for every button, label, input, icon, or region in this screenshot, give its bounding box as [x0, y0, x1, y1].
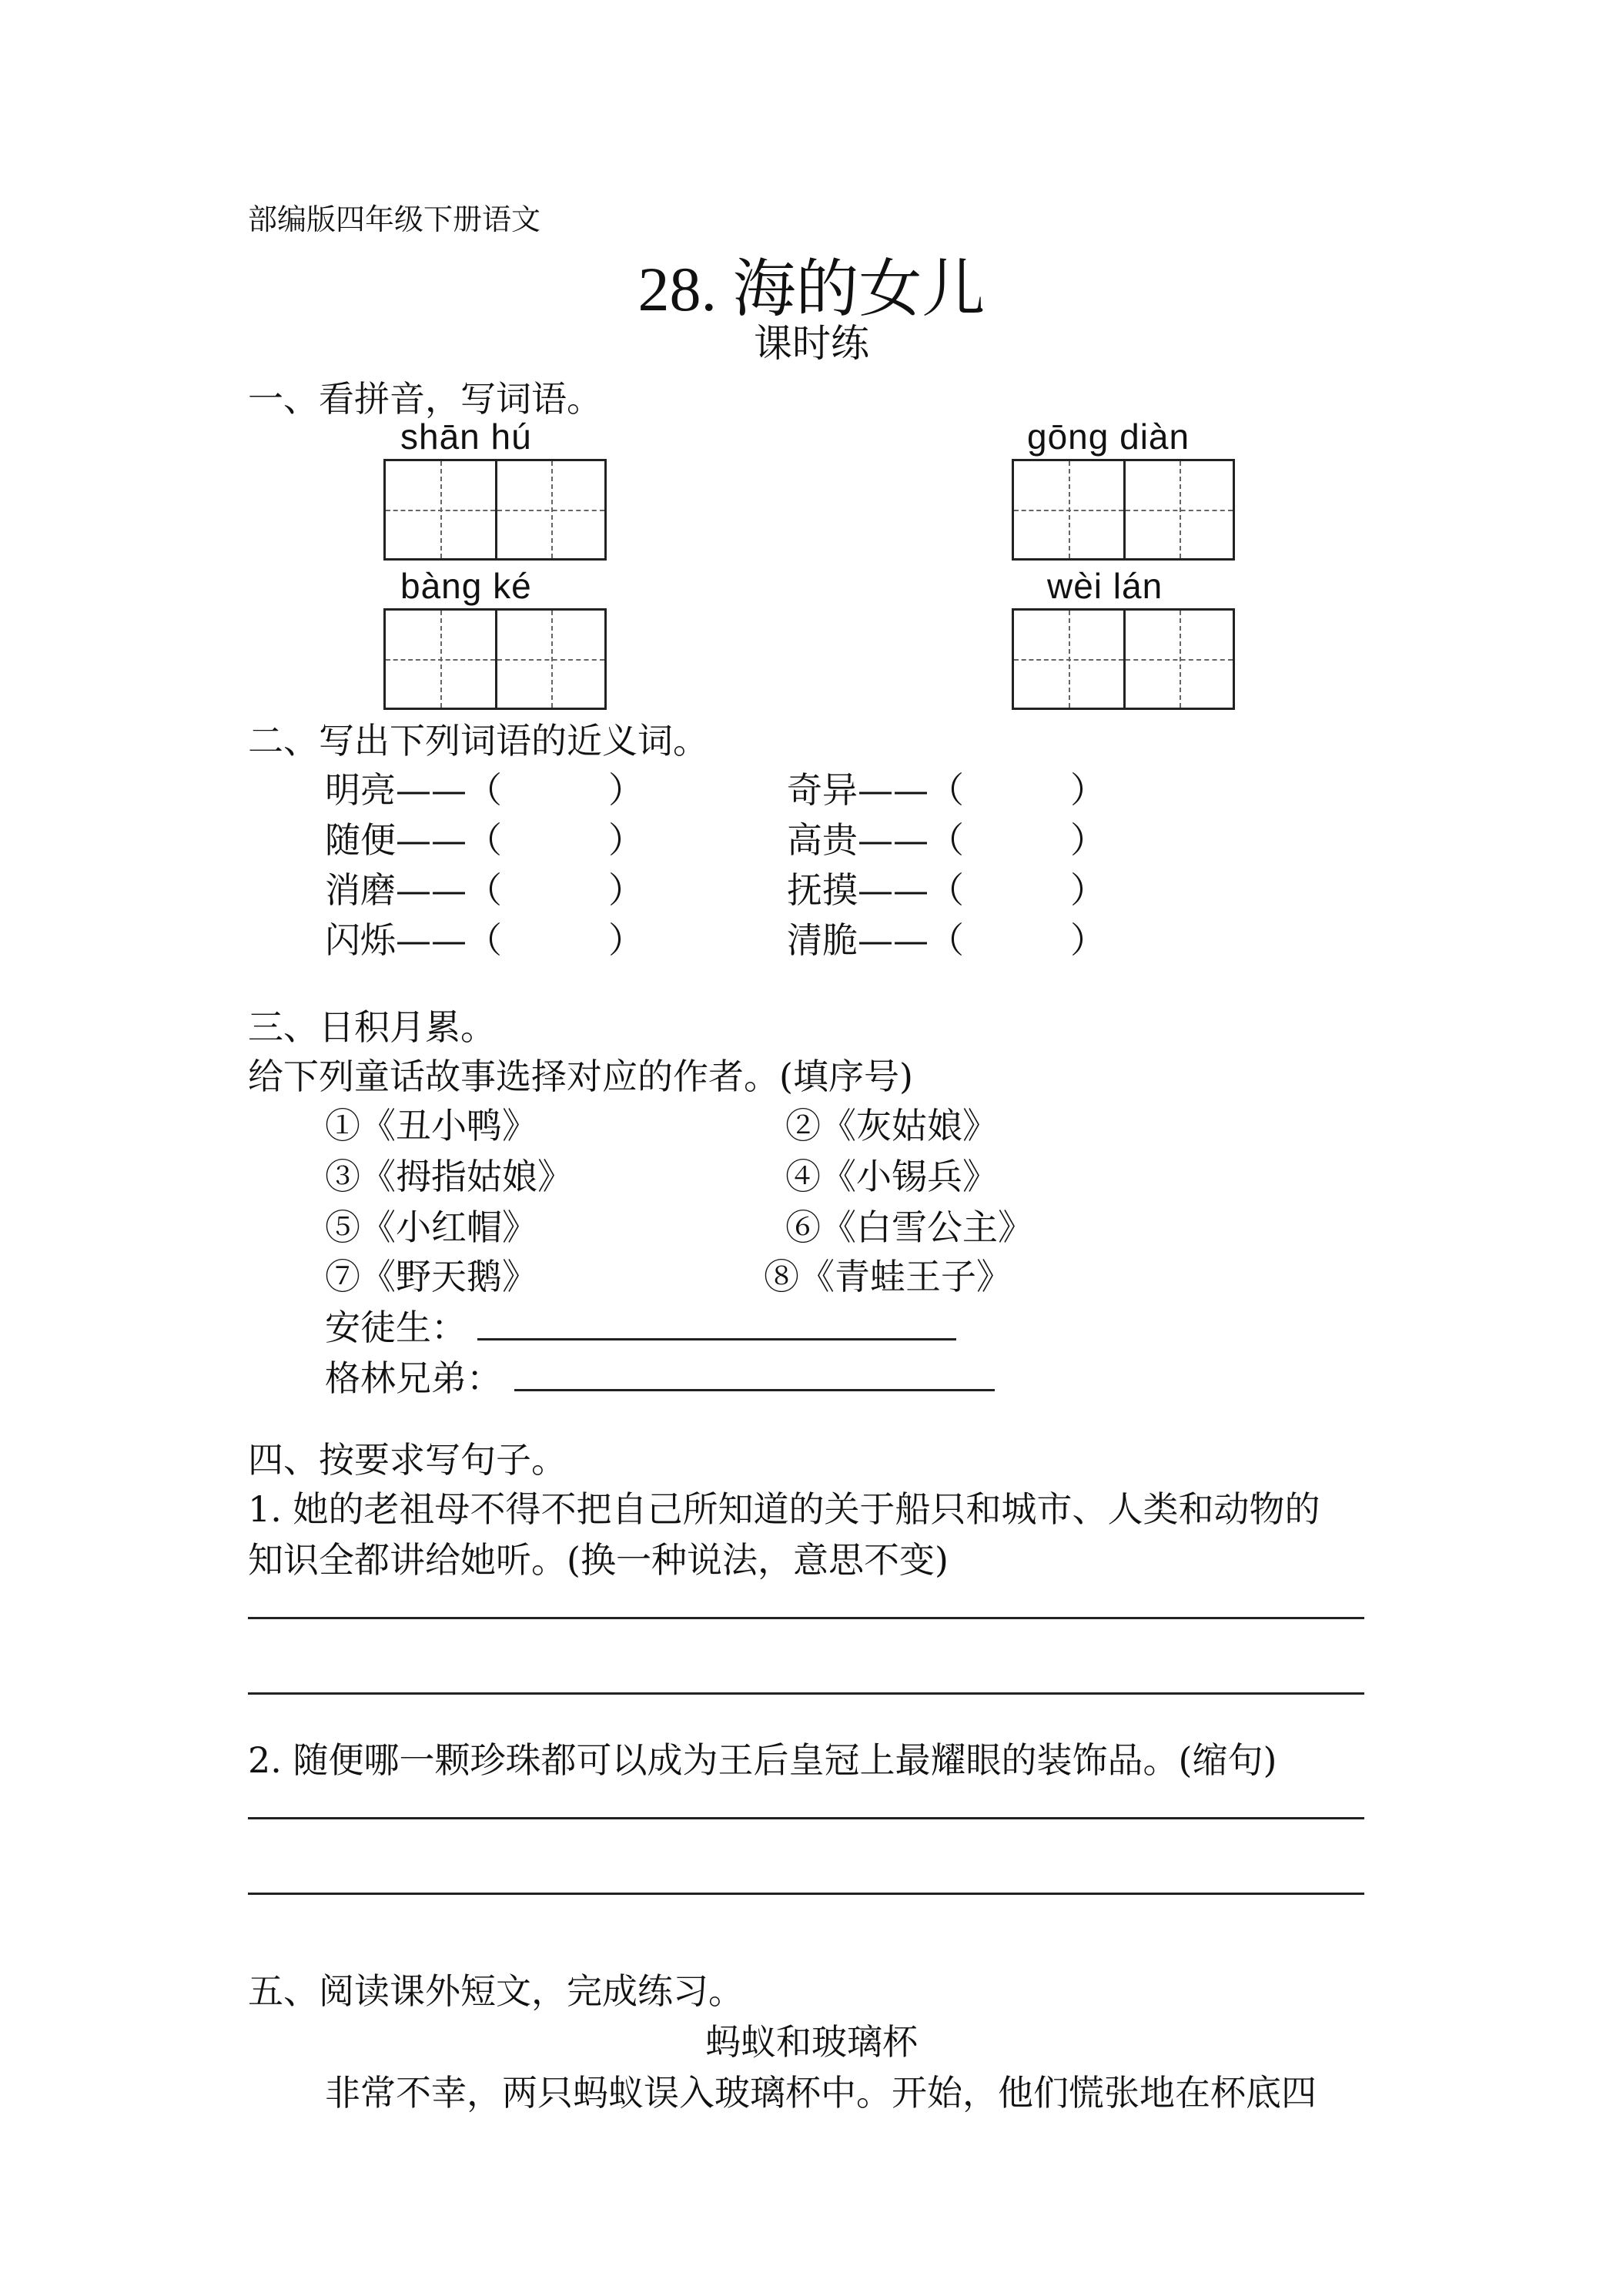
- pinyin-label: shān hú: [400, 417, 532, 457]
- story-item: ②《灰姑娘》: [785, 1105, 998, 1146]
- synonym-item: 明亮——（ ）: [325, 769, 644, 811]
- synonym-item: 奇异——（ ）: [787, 769, 1106, 811]
- section-3-heading: 三、日积月累。: [248, 1006, 496, 1048]
- section-4-heading: 四、按要求写句子。: [248, 1439, 567, 1481]
- page-subtitle: 课时练: [754, 322, 869, 365]
- answer-line[interactable]: [248, 1692, 1364, 1695]
- pinyin-label: gōng diàn: [1027, 417, 1190, 457]
- synonym-item: 高贵——（ ）: [787, 819, 1106, 861]
- writing-grid[interactable]: [1012, 608, 1235, 710]
- answer-line[interactable]: [248, 1817, 1364, 1819]
- synonym-item: 抚摸——（ ）: [787, 869, 1106, 911]
- grid-cell[interactable]: [495, 611, 604, 708]
- grid-cell[interactable]: [1123, 461, 1233, 558]
- section-5-heading: 五、阅读课外短文，完成练习。: [248, 1970, 744, 2012]
- question-2-text: 2. 随便哪一颗珍珠都可以成为王后皇冠上最耀眼的装饰品。(缩句): [248, 1739, 1277, 1781]
- grid-cell[interactable]: [386, 461, 495, 558]
- answer-blank-grimm[interactable]: [514, 1389, 995, 1391]
- story-item: ①《丑小鸭》: [325, 1105, 537, 1146]
- story-item: ⑧《青蛙王子》: [764, 1256, 1012, 1297]
- author-label-grimm: 格林兄弟：: [325, 1357, 502, 1399]
- question-1-text: 1. 她的老祖母不得不把自己所知道的关于船只和城市、人类和动物的: [248, 1488, 1320, 1530]
- answer-blank-andersen[interactable]: [477, 1338, 956, 1340]
- synonym-item: 清脆——（ ）: [787, 919, 1106, 961]
- story-item: ④《小锡兵》: [785, 1156, 998, 1197]
- pinyin-label: bàng ké: [400, 566, 532, 606]
- answer-line[interactable]: [248, 1893, 1364, 1895]
- author-label-andersen: 安徒生：: [325, 1307, 467, 1348]
- story-item: ③《拇指姑娘》: [325, 1156, 573, 1197]
- passage-text: 非常不幸，两只蚂蚁误入玻璃杯中。开始，他们慌张地在杯底四: [325, 2072, 1317, 2114]
- writing-grid[interactable]: [383, 608, 607, 710]
- section-3-instruction: 给下列童话故事选择对应的作者。(填序号): [248, 1056, 913, 1097]
- writing-grid[interactable]: [1012, 459, 1235, 561]
- grid-cell[interactable]: [1014, 611, 1123, 708]
- grid-cell[interactable]: [1123, 611, 1233, 708]
- section-2-heading: 二、写出下列词语的近义词。: [248, 720, 708, 761]
- story-item: ⑤《小红帽》: [325, 1207, 537, 1248]
- section-1-heading: 一、看拼音，写词语。: [248, 378, 602, 420]
- grid-cell[interactable]: [386, 611, 495, 708]
- synonym-item: 闪烁——（ ）: [325, 919, 644, 961]
- grid-cell[interactable]: [495, 461, 604, 558]
- answer-line[interactable]: [248, 1617, 1364, 1619]
- passage-title: 蚂蚁和玻璃杯: [705, 2021, 918, 2063]
- page-title: 28. 海的女儿: [637, 254, 986, 324]
- synonym-item: 随便——（ ）: [325, 819, 644, 861]
- story-item: ⑥《白雪公主》: [785, 1207, 1033, 1248]
- synonym-item: 消磨——（ ）: [325, 869, 644, 911]
- pinyin-label: wèi lán: [1047, 566, 1163, 606]
- story-item: ⑦《野天鹅》: [325, 1256, 537, 1297]
- writing-grid[interactable]: [383, 459, 607, 561]
- textbook-note: 部编版四年级下册语文: [248, 204, 541, 236]
- grid-cell[interactable]: [1014, 461, 1123, 558]
- question-1-text-continued: 知识全都讲给她听。(换一种说法，意思不变): [248, 1539, 949, 1581]
